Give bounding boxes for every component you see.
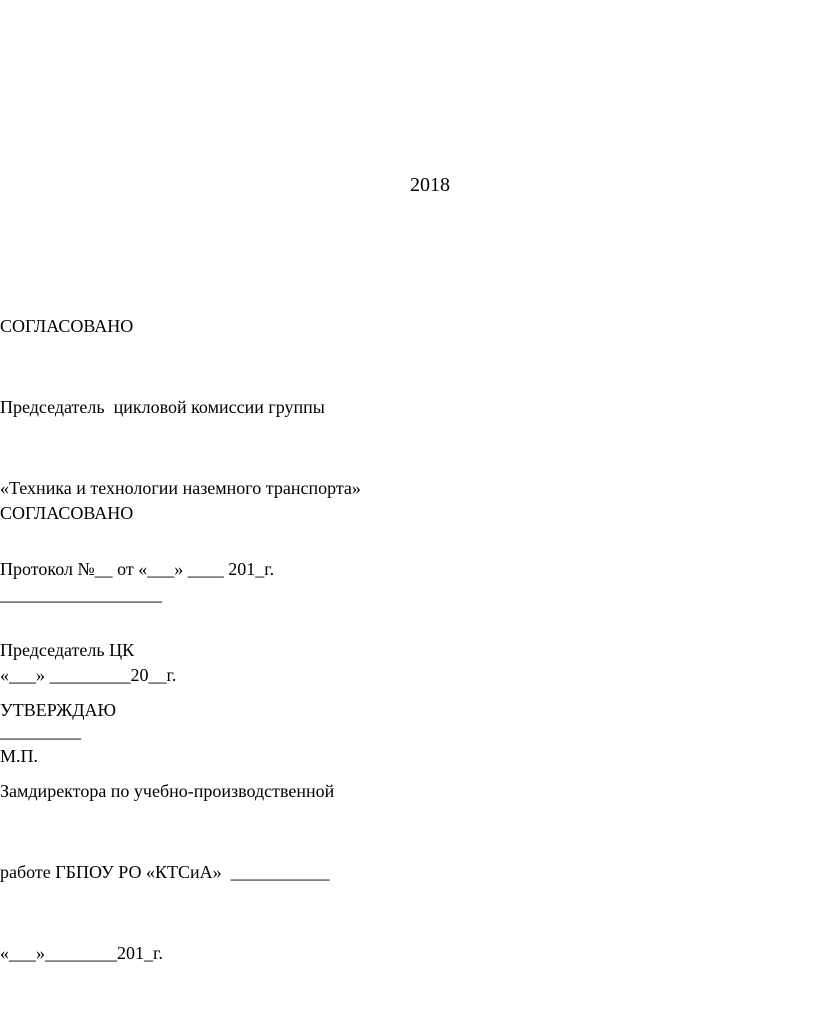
protocol-line: Протокол №__ от «___» ____ 201_г. (0, 559, 275, 579)
signature-line: _________ (0, 721, 81, 741)
chair-cc-line: Председатель ЦК (0, 640, 135, 660)
organization-line: работе ГБПОУ РО «КТСиА» ___________ (0, 862, 330, 882)
date-line-second: «___» _________20__г. (0, 665, 177, 685)
commission-name-line: «Техника и технологии наземного транспорта» (0, 478, 361, 498)
stamp-label: М.П. (0, 746, 39, 766)
agreed-heading: СОГЛАСОВАНО (0, 316, 134, 336)
agreed-heading-second: СОГЛАСОВАНО (0, 503, 134, 523)
approve-heading: УТВЕРЖДАЮ (0, 700, 117, 720)
signature-line-second: __________________ (0, 584, 162, 604)
document-year: 2018 (410, 174, 450, 196)
approve-block (0, 643, 334, 1021)
approve-date-line: «___»________201_г. (0, 943, 163, 963)
deputy-director-line: Замдиректора по учебно-производственной (0, 781, 335, 801)
chair-title-line: Председатель цикловой комиссии группы (0, 397, 325, 417)
